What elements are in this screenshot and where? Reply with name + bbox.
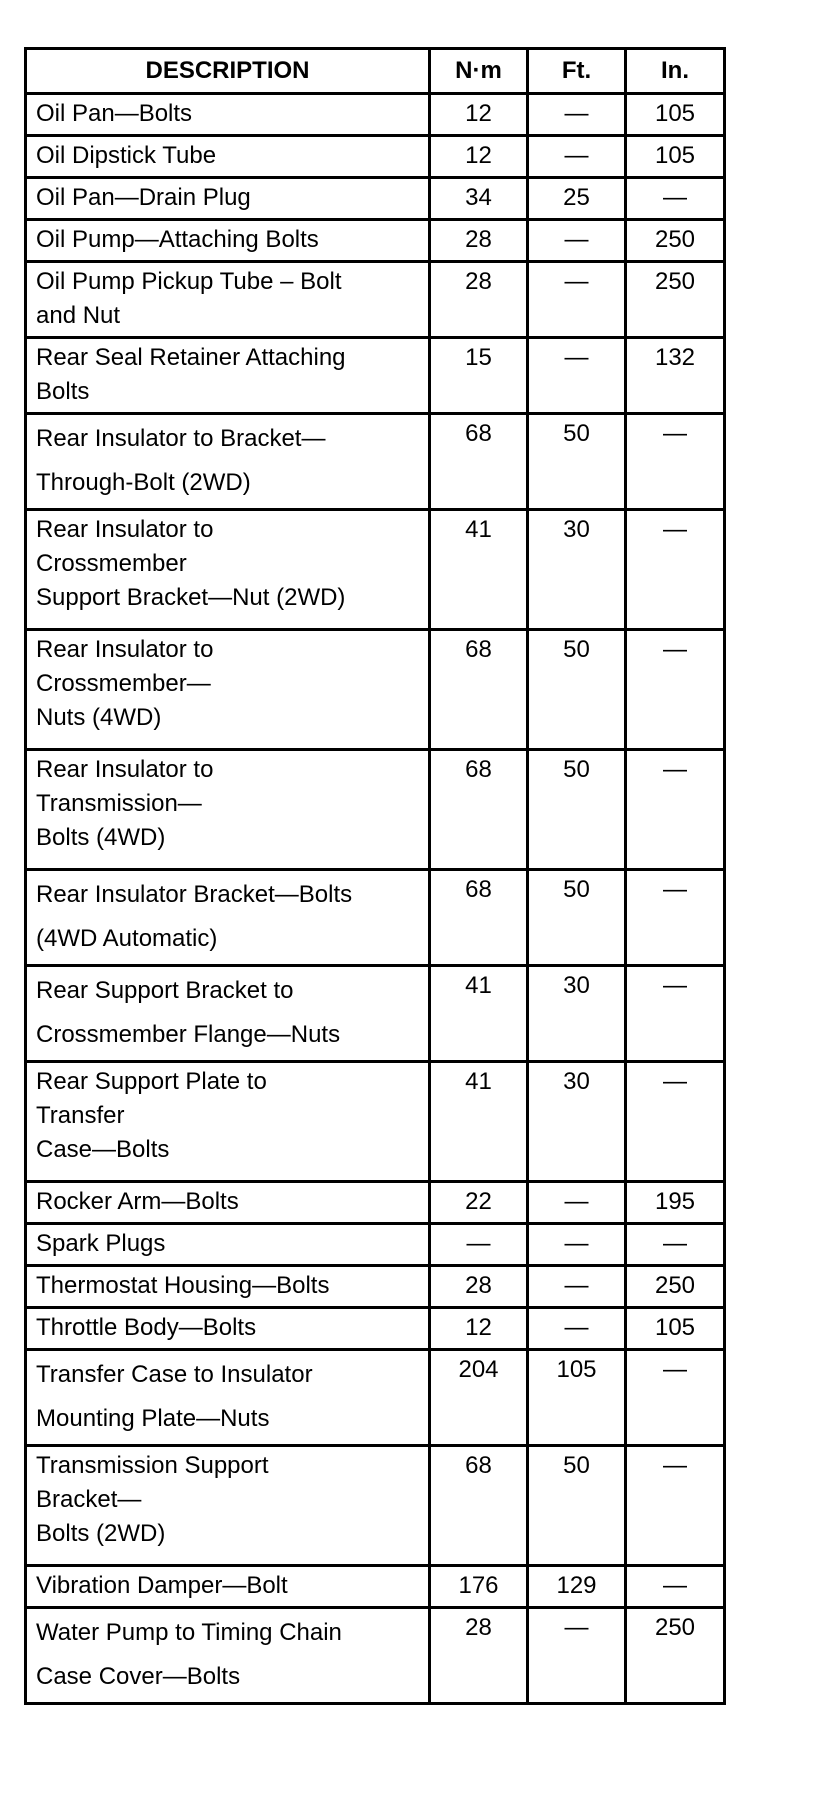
cell-in: — [626,1224,725,1266]
cell-nm: 176 [430,1566,528,1608]
cell-in: 105 [626,136,725,178]
header-nm: N·m [430,49,528,94]
cell-nm: 68 [430,630,528,750]
cell-ft: 50 [528,630,626,750]
table-row [26,1446,725,1566]
table-header-row [26,49,725,94]
cell-ft: 30 [528,966,626,1062]
cell-in: — [626,414,725,510]
table-row [26,178,725,220]
table-row [26,1608,725,1704]
cell-in: — [626,630,725,750]
cell-in: — [626,1350,725,1446]
cell-nm: 12 [430,136,528,178]
cell-in: 195 [626,1182,725,1224]
table-row [26,510,725,630]
cell-nm: 204 [430,1350,528,1446]
cell-in: — [626,1446,725,1566]
header-ft: Ft. [528,49,626,94]
table-row [26,94,725,136]
table-row [26,1350,725,1446]
cell-description: Rear Insulator to Crossmember Support Bracket—Nut (2WD) [26,510,430,630]
cell-ft: 50 [528,750,626,870]
cell-description: Transfer Case to Insulator Mounting Plate—Nuts [26,1350,430,1446]
cell-nm: 68 [430,870,528,966]
cell-in: — [626,966,725,1062]
cell-ft: 129 [528,1566,626,1608]
table-row [26,870,725,966]
cell-ft: 105 [528,1350,626,1446]
cell-nm: 22 [430,1182,528,1224]
cell-description: Vibration Damper—Bolt [26,1566,430,1608]
cell-nm: 28 [430,262,528,338]
cell-ft: — [528,1608,626,1704]
table-row [26,630,725,750]
cell-nm: 68 [430,750,528,870]
cell-in: — [626,1566,725,1608]
table-row [26,1566,725,1608]
cell-nm: 68 [430,414,528,510]
cell-nm: 68 [430,1446,528,1566]
table-row [26,1308,725,1350]
cell-in: 250 [626,1608,725,1704]
cell-in: — [626,1062,725,1182]
cell-ft: — [528,1182,626,1224]
cell-ft: — [528,220,626,262]
header-in: In. [626,49,725,94]
cell-nm: 12 [430,94,528,136]
cell-description: Rocker Arm—Bolts [26,1182,430,1224]
cell-nm: 41 [430,966,528,1062]
cell-ft: — [528,262,626,338]
table-row [26,414,725,510]
table-row [26,750,725,870]
cell-ft: 30 [528,1062,626,1182]
cell-nm: 28 [430,1608,528,1704]
cell-description: Rear Support Bracket to Crossmember Flange—Nuts [26,966,430,1062]
table-row [26,262,725,338]
table-row [26,1224,725,1266]
cell-nm: 15 [430,338,528,414]
table-row [26,1266,725,1308]
cell-description: Oil Pump—Attaching Bolts [26,220,430,262]
table-row [26,1062,725,1182]
cell-nm: 41 [430,1062,528,1182]
cell-description: Throttle Body—Bolts [26,1308,430,1350]
cell-in: 250 [626,1266,725,1308]
cell-description: Oil Pump Pickup Tube – Bolt and Nut [26,262,430,338]
cell-description: Spark Plugs [26,1224,430,1266]
cell-nm: 41 [430,510,528,630]
cell-description: Water Pump to Timing Chain Case Cover—Bolts [26,1608,430,1704]
cell-description: Rear Insulator to Bracket— Through-Bolt (2WD) [26,414,430,510]
cell-in: — [626,870,725,966]
table-row [26,1182,725,1224]
cell-in: 250 [626,220,725,262]
cell-ft: — [528,136,626,178]
cell-in: 105 [626,1308,725,1350]
cell-nm: 12 [430,1308,528,1350]
table-row [26,136,725,178]
table-row [26,220,725,262]
cell-nm: — [430,1224,528,1266]
cell-in: — [626,510,725,630]
cell-description: Oil Dipstick Tube [26,136,430,178]
table-row [26,966,725,1062]
cell-ft: — [528,338,626,414]
cell-description: Rear Insulator to Crossmember— Nuts (4WD) [26,630,430,750]
cell-ft: 50 [528,414,626,510]
cell-ft: — [528,94,626,136]
table-row [26,338,725,414]
cell-nm: 34 [430,178,528,220]
cell-ft: — [528,1308,626,1350]
cell-description: Transmission Support Bracket— Bolts (2WD) [26,1446,430,1566]
cell-in: — [626,178,725,220]
cell-description: Oil Pan—Bolts [26,94,430,136]
cell-in: 250 [626,262,725,338]
cell-description: Oil Pan—Drain Plug [26,178,430,220]
cell-description: Rear Support Plate to Transfer Case—Bolts [26,1062,430,1182]
cell-ft: 25 [528,178,626,220]
cell-ft: — [528,1266,626,1308]
header-description: DESCRIPTION [26,49,430,94]
cell-ft: 50 [528,1446,626,1566]
cell-description: Rear Seal Retainer Attaching Bolts [26,338,430,414]
cell-ft: 30 [528,510,626,630]
cell-in: 132 [626,338,725,414]
cell-nm: 28 [430,1266,528,1308]
cell-ft: — [528,1224,626,1266]
cell-description: Rear Insulator Bracket—Bolts (4WD Automatic) [26,870,430,966]
cell-description: Thermostat Housing—Bolts [26,1266,430,1308]
cell-in: 105 [626,94,725,136]
cell-description: Rear Insulator to Transmission— Bolts (4WD) [26,750,430,870]
cell-nm: 28 [430,220,528,262]
cell-ft: 50 [528,870,626,966]
cell-in: — [626,750,725,870]
torque-spec-table [24,47,726,1705]
